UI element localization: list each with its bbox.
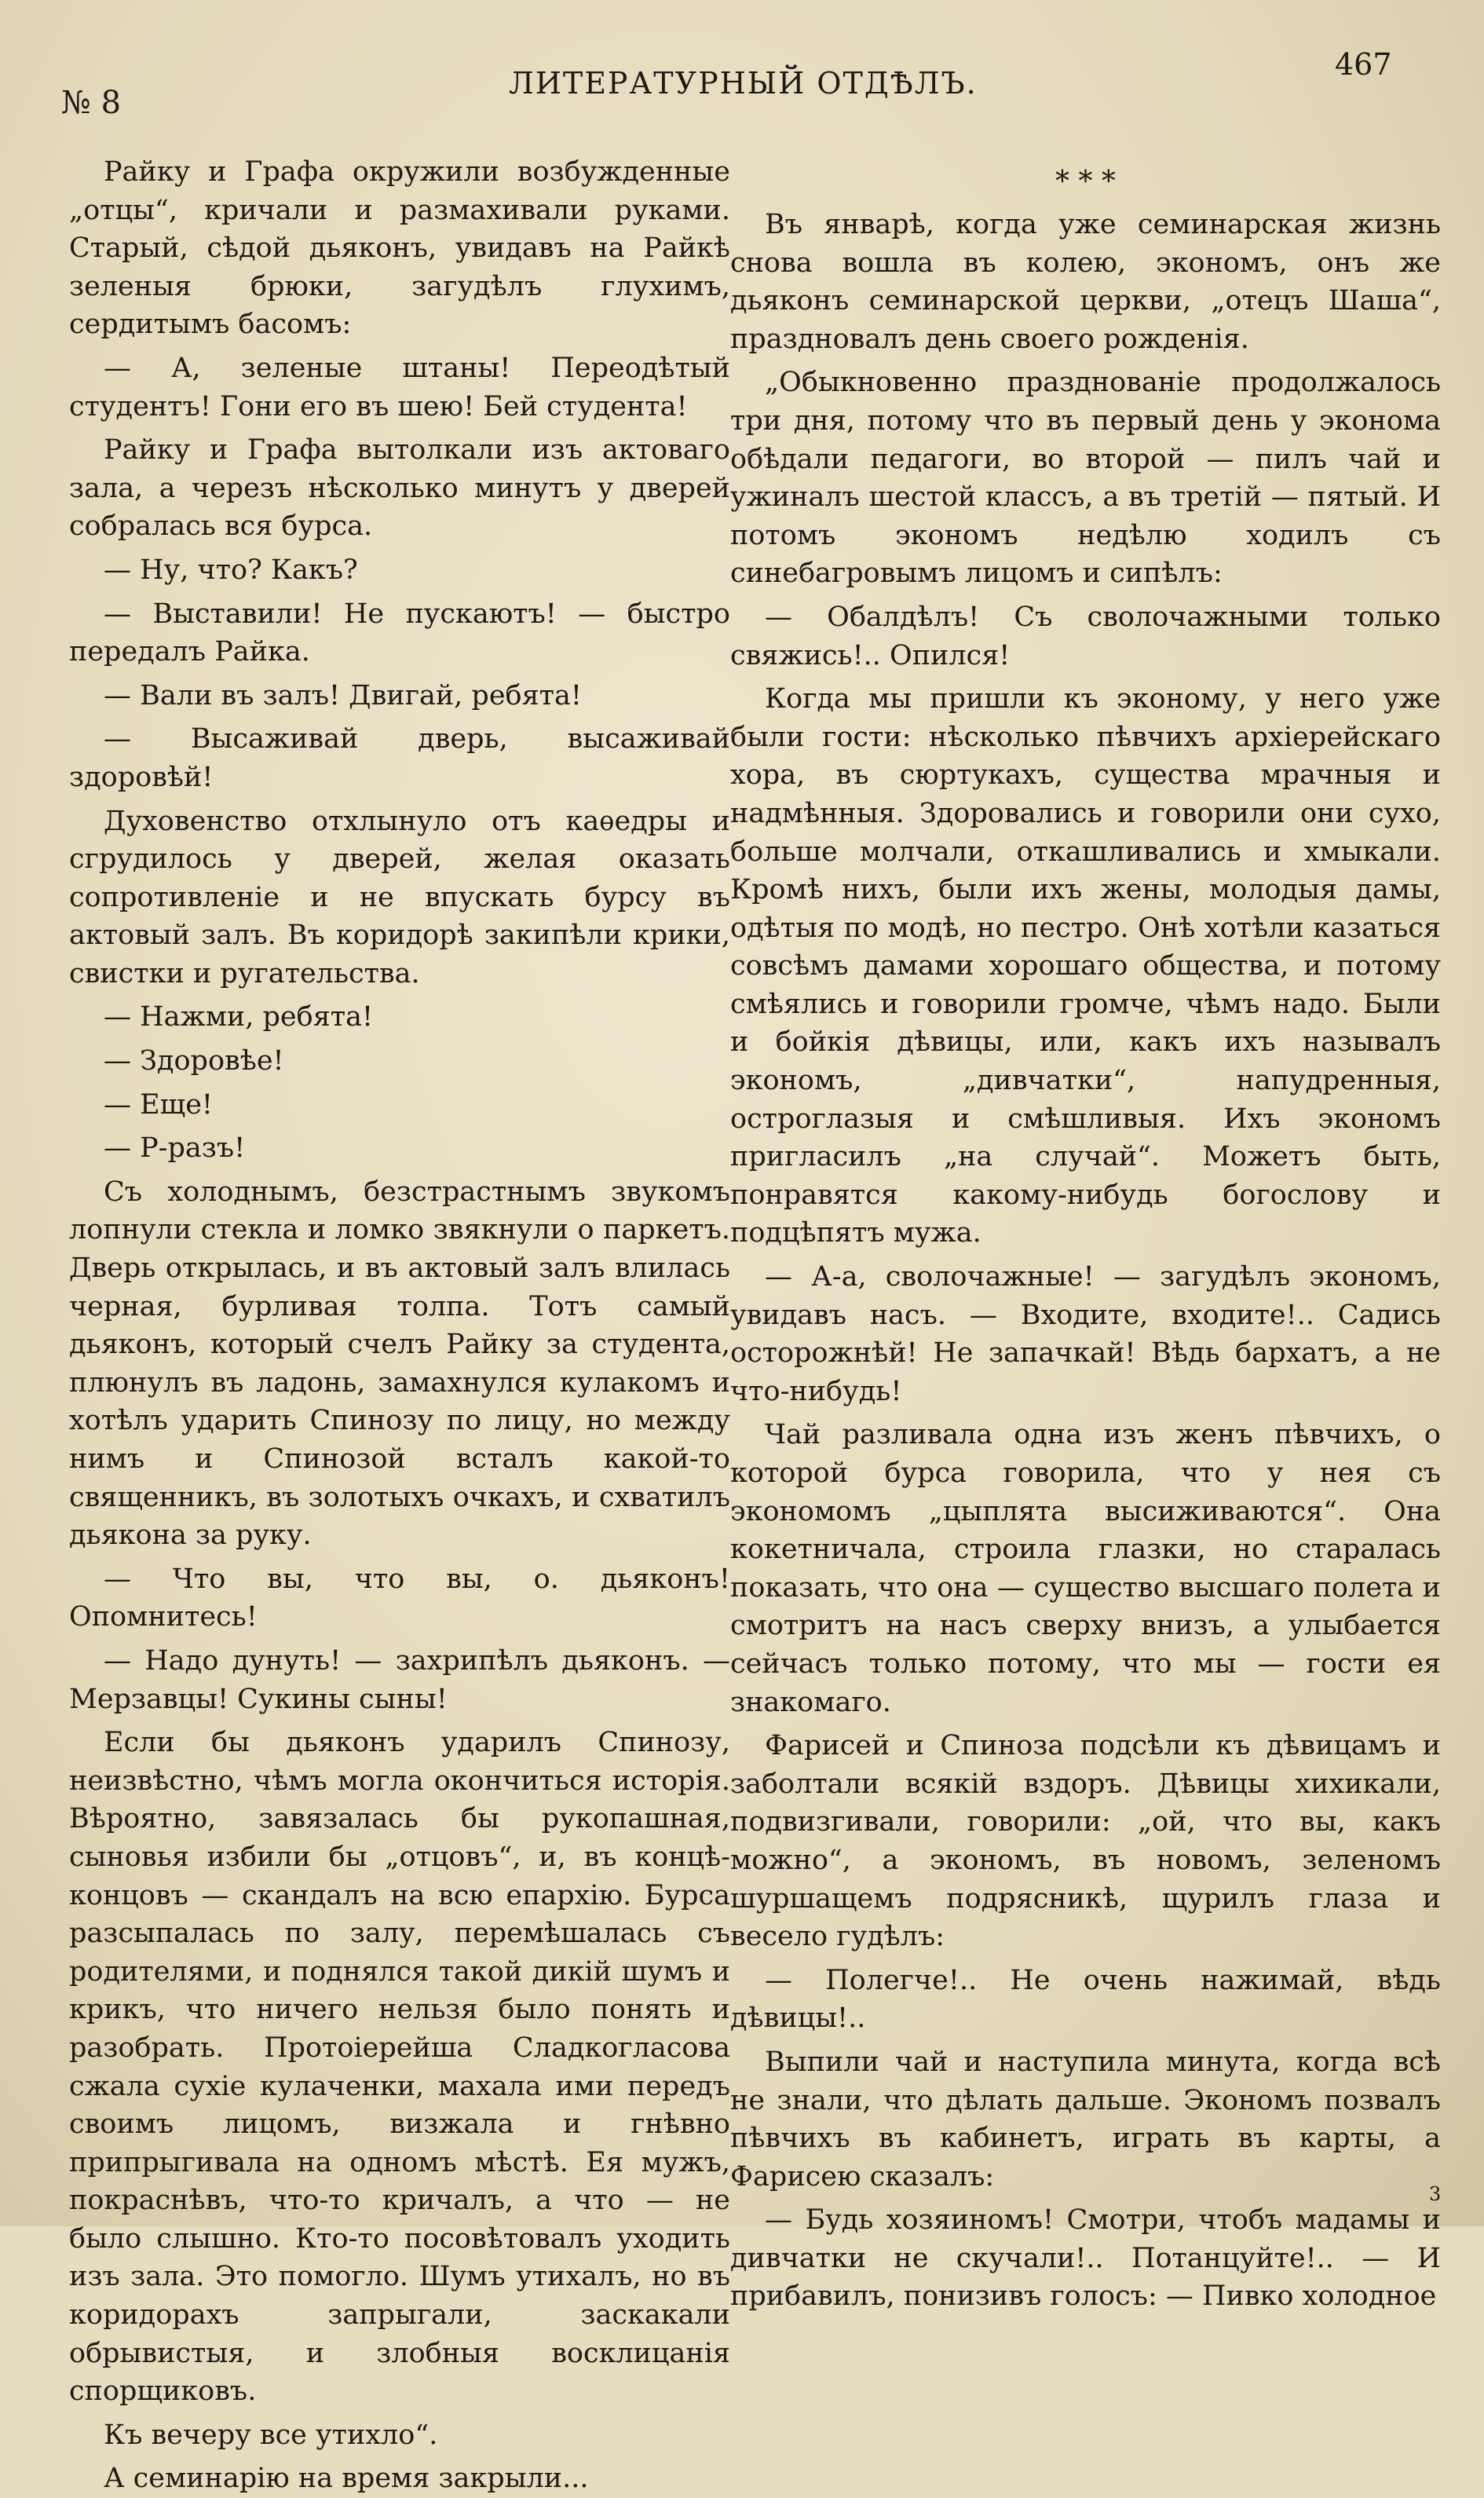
paragraph: А семинарію на время закрыли... (104, 2463, 589, 2495)
paragraph: Райку и Графа вытолкали изъ актоваго зала, а черезъ нѣсколько минутъ у дверей собралась вся бурса. (69, 434, 730, 543)
paragraph: — Вали въ залъ! Двигай, ребята! (104, 679, 582, 711)
paragraph: — Полегче!.. Не очень нажимай, вѣдь дѣвицы!.. (730, 1964, 1441, 2035)
paragraph: — Здоровѣе! (104, 1045, 284, 1077)
paragraph: — Выставили! Не пускаютъ! — быстро передалъ Райка. (69, 598, 730, 668)
paragraph: — Еще! (104, 1088, 213, 1121)
left-column (69, 153, 730, 2498)
paragraph: — Будь хозяиномъ! Смотри, чтобъ мадамы и дивчатки не скучали!.. Потанцуйте!.. — И прибавилъ, понизивъ голосъ: — Пивко холодное (730, 2204, 1441, 2313)
paragraph: Фарисей и Спиноза подсѣли къ дѣвицамъ и заболтали всякій вздоръ. Дѣвицы хихикали, подвизгивали, говорили: „ой, что вы, какъ можно“, а экономъ, въ новомъ, зеленомъ шуршащемъ подрясникѣ, щурилъ глаза и весело гудѣлъ: (730, 1730, 1441, 1953)
right-column (730, 165, 1441, 2316)
page-number: 467 (1335, 47, 1392, 82)
signature-mark: 3 (1429, 2183, 1442, 2205)
paragraph: — Что вы, что вы, о. дьяконъ! Опомнитесь! (69, 1563, 730, 1633)
paragraph: — Ну, что? Какъ? (104, 554, 358, 586)
paragraph: Райку и Графа окружили возбужденные „отцы“, кричали и размахивали руками. Старый, сѣдой дьяконъ, увидавъ на Райкѣ зеленыя брюки, загудѣлъ глухимъ, сердитымъ басомъ: (69, 156, 730, 341)
paragraph: — Высаживай дверь, высаживай здоровѣй! (69, 723, 730, 793)
paragraph: — Обалдѣлъ! Съ сволочажными только свяжись!.. Опился! (730, 601, 1441, 671)
section-title: ЛИТЕРАТУРНЫЙ ОТДѢЛЪ. (509, 66, 978, 101)
paragraph: — Р-разъ! (104, 1132, 246, 1165)
paragraph: Когда мы пришли къ эконому, у него уже были гости: нѣсколько пѣвчихъ архіерейскаго хора, въ сюртукахъ, существа мрачныя и надмѣнныя. Здоровались и говорили они сухо, больше молчали, откашливались и хмыкали. Кромѣ нихъ, были ихъ жены, молодыя дамы, одѣтыя по модѣ, но пестро. Онѣ хотѣли казаться совсѣмъ дамами хорошаго общества, и потому смѣялись и говорили громче, чѣмъ надо. Были и бойкія дѣвицы, или, какъ ихъ называлъ экономъ, „дивчатки“, напудренныя, остроглазыя и смѣшливыя. Ихъ экономъ пригласилъ „на случай“. Можетъ быть, понравятся какому-нибудь богослову и подцѣпятъ мужа. (730, 683, 1441, 1249)
paragraph: Къ вечеру все утихло“. (104, 2419, 438, 2451)
paragraph: „Обыкновенно празднованіе продолжалось три дня, потому что въ первый день у эконома обѣдали педагоги, во второй — пилъ чай и ужиналъ шестой классъ, а въ третій — пятый. И потомъ экономъ недѣлю ходилъ съ синебагровымъ лицомъ и сипѣлъ: (730, 367, 1441, 590)
issue-number: № 8 (61, 85, 122, 121)
paragraph: — А, зеленые штаны! Переодѣтый студентъ! Гони его въ шею! Бей студента! (69, 352, 730, 422)
paragraph: Чай разливала одна изъ женъ пѣвчихъ, о которой бурса говорила, что у нея съ экономомъ „цыплята высиживаются“. Она кокетничала, строила глазки, но старалась показать, что она — существо высшаго полета и смотритъ на насъ сверху внизъ, а улыбается сейчасъ только потому, что мы — гости ея знакомаго. (730, 1419, 1441, 1718)
paragraph: Выпили чай и наступила минута, когда всѣ не знали, что дѣлать дальше. Экономъ позвалъ пѣвчихъ въ кабинетъ, играть въ карты, а Фарисею сказалъ: (730, 2046, 1441, 2193)
paragraph: Въ январѣ, когда уже семинарская жизнь снова вошла въ колею, экономъ, онъ же дьяконъ семинарской церкви, „отецъ Шаша“, праздновалъ день своего рожденія. (730, 209, 1441, 355)
paragraph: — Надо дунуть! — захрипѣлъ дьяконъ. — Мерзавцы! Сукины сыны! (69, 1644, 730, 1715)
paragraph: — Нажми, ребята! (104, 1001, 374, 1033)
paragraph: Духовенство отхлынуло отъ каѳедры и сгрудилось у дверей, желая оказать сопротивленіе и не впускать бурсу въ актовый залъ. Въ коридорѣ закипѣли крики, свистки и ругательства. (69, 805, 730, 989)
paragraph: Если бы дьяконъ ударилъ Спинозу, неизвѣстно, чѣмъ могла окончиться исторія. Вѣроятно, завязалась бы рукопашная, сыновья избили бы „отцовъ“, и, въ концѣ-концовъ — скандалъ на всю епархію. Бурса разсыпалась по залу, перемѣшалась съ родителями, и поднялся такой дикій шумъ и крикъ, что ничего нельзя было понять и разобрать. Протоіерейша Сладкогласова сжала сухіе кулаченки, махала ими передъ своимъ лицомъ, визжала и гнѣвно припрыгивала на одномъ мѣстѣ. Ея мужъ, покраснѣвъ, что-то кричалъ, а что — не было слышно. Кто-то посовѣтовалъ уходить изъ зала. Это помогло. Шумъ утихалъ, но въ коридорахъ запрыгали, заскакали обрывистыя, и злобныя восклицанія спорщиковъ. (69, 1727, 730, 2408)
paragraph: — А-а, сволочажные! — загудѣлъ экономъ, увидавъ насъ. — Входите, входите!.. Садись осторожнѣй! Не запачкай! Вѣдь бархатъ, а не что-нибудь! (730, 1261, 1441, 1407)
section-separator: * * * (1055, 166, 1116, 198)
paragraph: Съ холоднымъ, безстрастнымъ звукомъ лопнули стекла и ломко звякнули о паркетъ. Дверь открылась, и въ актовый залъ влилась черная, бурливая толпа. Тотъ самый дьяконъ, который счелъ Райку за студента, плюнулъ въ ладонь, замахнулся кулакомъ и хотѣлъ ударить Спинозу по лицу, но между нимъ и Спинозой всталъ какой-то священникъ, въ золотыхъ очкахъ, и схватилъ дьякона за руку. (69, 1176, 730, 1552)
